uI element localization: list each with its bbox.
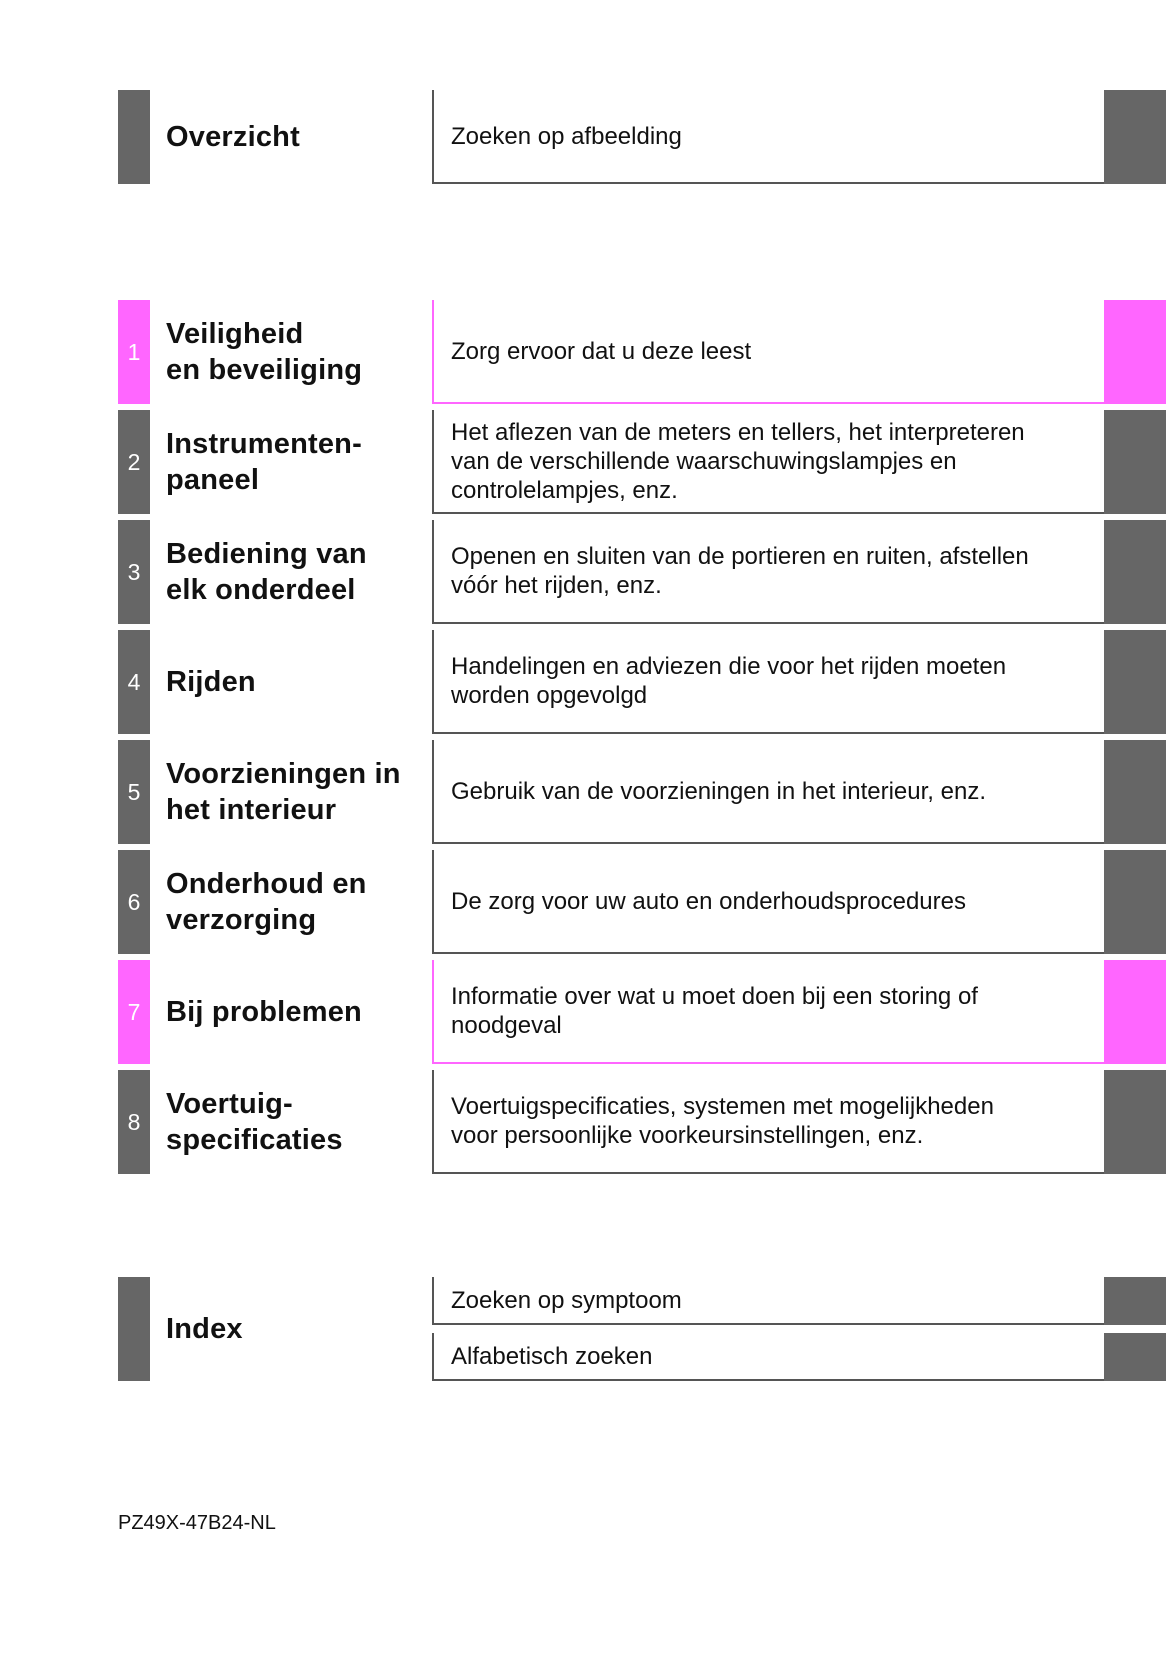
chapter-edge-tab (1104, 630, 1166, 734)
index-row (118, 1277, 1166, 1381)
chapter-edge-tab (1104, 410, 1166, 514)
index-tab (118, 1277, 150, 1381)
overview-title: Overzicht (166, 121, 300, 153)
chapter-number: 7 (127, 998, 141, 1025)
chapter-title: Onderhoud en verzorging (166, 868, 367, 936)
chapter-number: 1 (127, 338, 141, 365)
chapter-row-3[interactable] (118, 520, 1166, 624)
chapter-number: 4 (127, 668, 141, 695)
chapter-title: Bij problemen (166, 996, 362, 1028)
chapter-number: 3 (127, 558, 141, 585)
chapter-edge-tab (1104, 850, 1166, 954)
chapter-title: Instrumenten- paneel (166, 428, 362, 496)
chapter-title: Veiligheid en beveiliging (166, 318, 363, 386)
chapter-edge-tab (1104, 1070, 1166, 1174)
chapter-number-tab (118, 410, 150, 514)
index-item-alphabetical[interactable]: Alfabetisch zoeken (432, 1333, 1104, 1381)
chapter-description[interactable]: Handelingen en adviezen die voor het rijden moeten worden opgevolgd (432, 630, 1104, 734)
chapter-edge-tab (1104, 520, 1166, 624)
chapter-title: Rijden (166, 666, 256, 698)
chapter-number-tab (118, 630, 150, 734)
chapter-description[interactable]: Openen en sluiten van de portieren en ruiten, afstellen vóór het rijden, enz. (432, 520, 1104, 624)
chapter-description[interactable]: Voertuigspecificaties, systemen met mogelijkheden voor persoonlijke voorkeursinstellingen, enz. (432, 1070, 1104, 1174)
document-code: PZ49X-47B24-NL (118, 1512, 276, 1534)
chapter-number: 6 (127, 888, 141, 915)
chapter-edge-tab (1104, 300, 1166, 404)
chapter-row-4[interactable] (118, 630, 1166, 734)
overview-row[interactable] (118, 90, 1166, 184)
chapter-number-tab (118, 850, 150, 954)
chapter-number-tab (118, 520, 150, 624)
chapter-row-5[interactable] (118, 740, 1166, 844)
chapter-number-tab (118, 960, 150, 1064)
chapter-description[interactable]: Gebruik van de voorzieningen in het interieur, enz. (432, 740, 1104, 844)
chapter-row-7[interactable] (118, 960, 1166, 1064)
index-item-symptom[interactable]: Zoeken op symptoom (432, 1277, 1104, 1325)
chapter-edge-tab (1104, 740, 1166, 844)
overview-desc[interactable]: Zoeken op afbeelding (432, 90, 1104, 184)
chapter-description[interactable]: Informatie over wat u moet doen bij een storing of noodgeval (432, 960, 1104, 1064)
overview-tab (118, 90, 150, 184)
chapter-number-tab (118, 1070, 150, 1174)
index-title: Index (166, 1313, 243, 1345)
chapter-row-8[interactable] (118, 1070, 1166, 1174)
index-edge-tab-1 (1104, 1277, 1166, 1325)
chapter-row-1[interactable] (118, 300, 1166, 404)
chapter-title: Voertuig- specificaties (166, 1088, 343, 1156)
chapter-title: Bediening van elk onderdeel (166, 538, 367, 606)
chapter-description[interactable]: Zorg ervoor dat u deze leest (432, 300, 1104, 404)
chapter-number: 2 (127, 448, 141, 475)
chapter-number: 5 (127, 778, 141, 805)
chapter-number-tab (118, 740, 150, 844)
chapter-description[interactable]: De zorg voor uw auto en onderhoudsprocedures (432, 850, 1104, 954)
overview-edge-tab (1104, 90, 1166, 184)
chapter-description[interactable]: Het aflezen van de meters en tellers, het interpreteren van de verschillende waarschuwingslampjes en controlelampjes, enz. (432, 410, 1104, 514)
chapter-number: 8 (127, 1108, 141, 1135)
chapter-edge-tab (1104, 960, 1166, 1064)
chapter-row-6[interactable] (118, 850, 1166, 954)
chapter-number-tab (118, 300, 150, 404)
chapter-row-2[interactable] (118, 410, 1166, 514)
chapter-title: Voorzieningen in het interieur (166, 758, 401, 826)
index-edge-tab-2 (1104, 1333, 1166, 1381)
